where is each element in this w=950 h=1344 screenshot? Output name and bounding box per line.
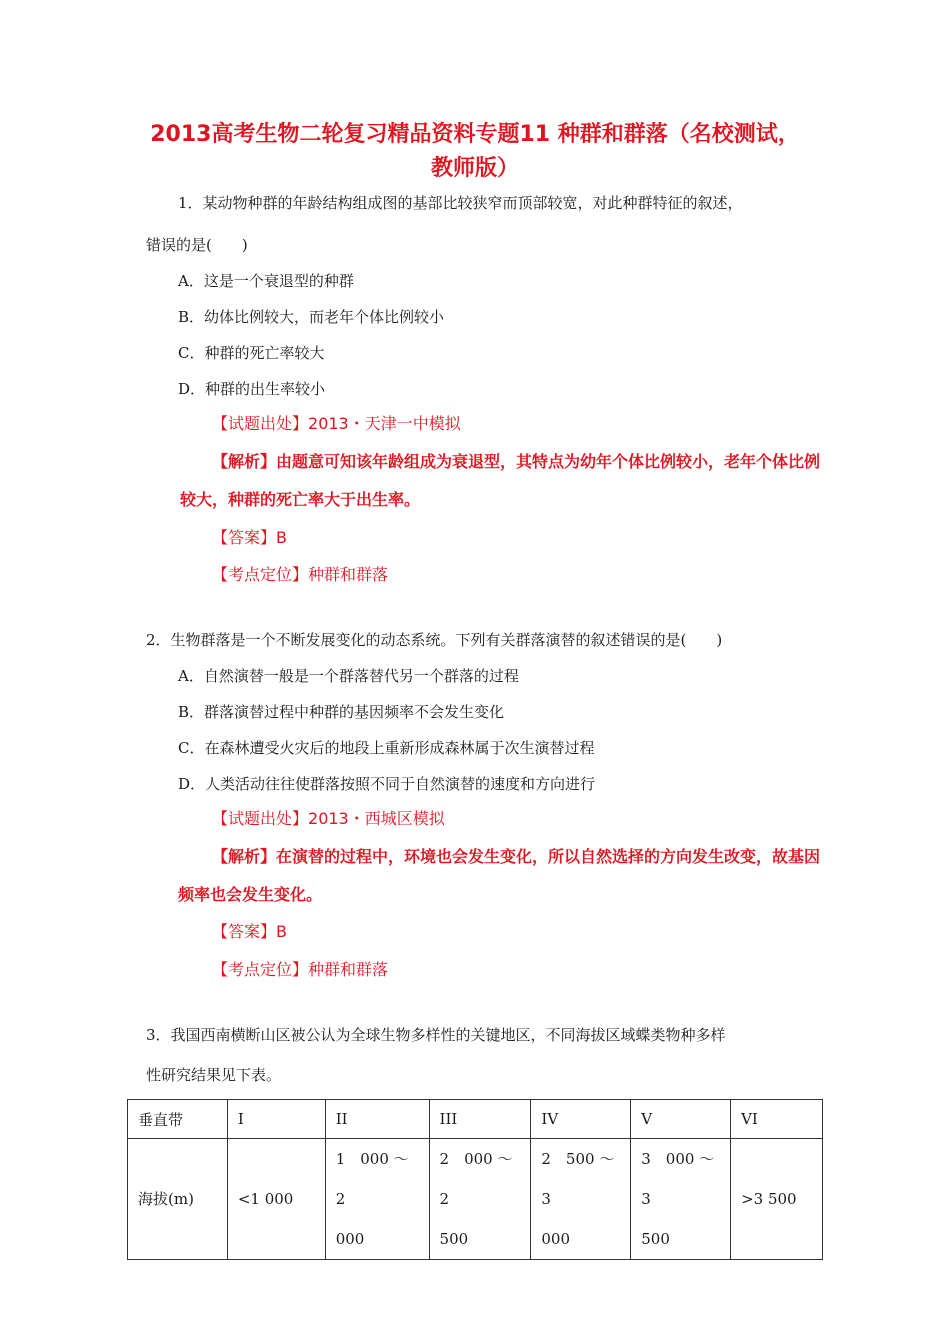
table-cell-text: >3 500 [741,1190,797,1208]
q1-option-d: D．种群的出生率较小 [178,380,326,398]
q2-option-d: D．人类活动往往使群落按照不同于自然演替的速度和方向进行 [178,775,596,793]
q1-answer-text: B [276,528,287,547]
q1-answer-tag: 【答案】 [212,528,277,547]
table-cell [731,1139,823,1260]
table-header-cell: VI [731,1100,823,1139]
table-cell-text: <1 000 [237,1190,294,1208]
q2-source-text: 2013・西城区模拟 [308,809,445,828]
q2-analysis-tag: 【解析】 [212,847,277,866]
q1-topic [212,563,388,587]
q1-source [212,412,461,436]
table-cell [631,1139,731,1260]
table-row-label: 海拔(m) [128,1139,228,1260]
table-cell-line1: 2 500 ～ 3 [541,1150,615,1208]
q2-answer-tag: 【答案】 [212,922,277,941]
table-header-cell: IV [531,1100,631,1139]
q1-topic-tag: 【考点定位】 [212,565,309,584]
altitude-table [127,1099,823,1260]
q2-topic-tag: 【考点定位】 [212,960,309,979]
q2-option-a: A．自然演替一般是一个群落替代另一个群落的过程 [178,667,519,685]
q1-answer [212,526,287,550]
q1-source-text: 2013・天津一中模拟 [308,414,461,433]
document-title-line2: 教师版） [430,156,519,181]
table-header-cell: III [429,1100,531,1139]
q2-source [212,807,445,831]
q2-analysis-line2: 频率也会发生变化。 [178,885,323,904]
table-cell [227,1139,325,1260]
q2-topic-text: 种群和群落 [308,960,389,979]
q1-stem-line2: 错误的是( ) [146,236,248,254]
table-header-cell: V [631,1100,731,1139]
q3-stem-line2: 性研究结果见下表。 [146,1066,282,1084]
table-cell-line2: 500 [641,1230,670,1248]
table-cell [531,1139,631,1260]
table-header-cell: II [325,1100,429,1139]
q2-analysis-line1 [212,845,820,869]
q1-option-c: C．种群的死亡率较大 [178,344,325,362]
table-cell-line2: 000 [335,1230,365,1248]
table-row [128,1139,823,1260]
table-header-cell: I [227,1100,325,1139]
q1-analysis-text1: 由题意可知该年龄组成为衰退型，其特点为幼年个体比例较小，老年个体比例 [276,452,821,471]
document-title-line1: 2013高考生物二轮复习精品资料专题11 种群和群落（名校测试， [150,122,800,147]
q2-source-tag: 【试题出处】 [212,809,309,828]
table-cell [325,1139,429,1260]
q2-stem: 2．生物群落是一个不断发展变化的动态系统。下列有关群落演替的叙述错误的是( ) [146,631,723,649]
q2-topic [212,958,388,982]
table-cell-line1: 1 000 ～ 2 [335,1150,409,1208]
table-header-row [128,1100,823,1139]
q2-analysis-text1: 在演替的过程中，环境也会发生变化，所以自然选择的方向发生改变，故基因 [276,847,821,866]
table-header-cell: 垂直带 [128,1100,228,1139]
q1-source-tag: 【试题出处】 [212,414,309,433]
table-cell-line2: 500 [439,1230,469,1248]
table-cell-line1: 3 000 ～ 3 [641,1150,715,1208]
q1-option-b: B．幼体比例较大，而老年个体比例较小 [178,308,445,326]
q2-answer-text: B [276,922,287,941]
q1-option-a: A．这是一个衰退型的种群 [178,272,354,290]
q1-analysis-tag: 【解析】 [212,452,277,471]
table-cell [429,1139,531,1260]
table-cell-line2: 000 [541,1230,571,1248]
table-cell-line1: 2 000 ～ 2 [439,1150,513,1208]
q2-option-b: B．群落演替过程中种群的基因频率不会发生变化 [178,703,505,721]
q3-stem-line1: 3．我国西南横断山区被公认为全球生物多样性的关键地区，不同海拔区域蝶类物种多样 [146,1026,726,1044]
q1-analysis-line1 [212,450,820,474]
q2-option-c: C．在森林遭受火灾后的地段上重新形成森林属于次生演替过程 [178,739,595,757]
q1-topic-text: 种群和群落 [308,565,389,584]
q2-answer [212,920,287,944]
q1-analysis-line2: 较大，种群的死亡率大于出生率。 [180,490,421,509]
q1-stem-line1: 1．某动物种群的年龄结构组成图的基部比较狭窄而顶部较宽，对此种群特征的叙述， [178,194,743,212]
